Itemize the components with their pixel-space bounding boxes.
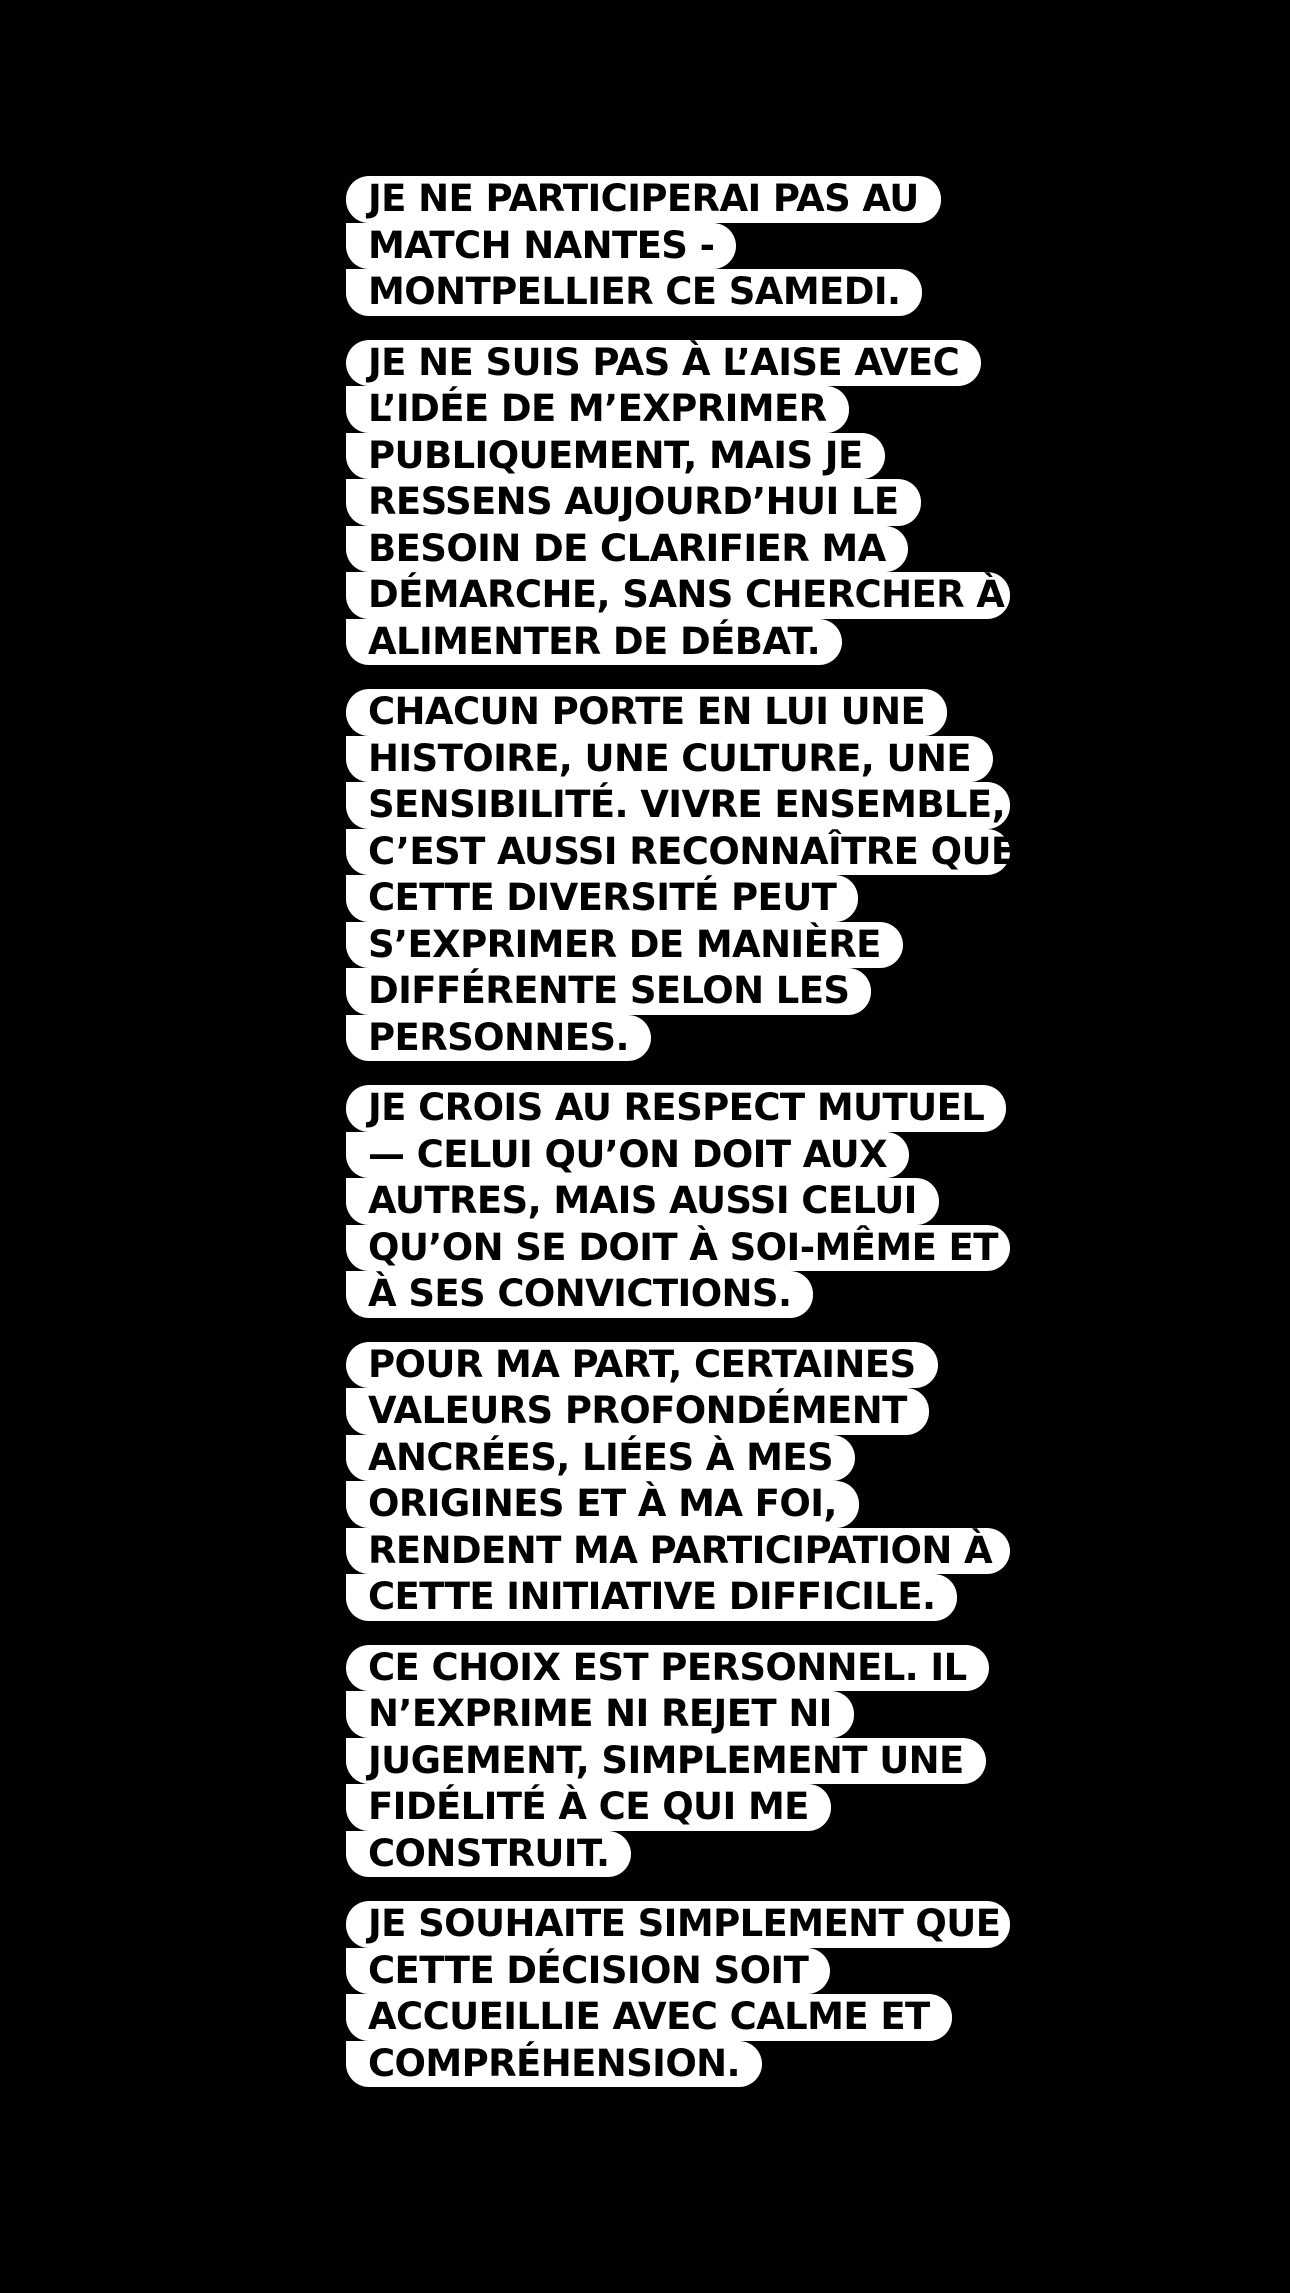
caption-line: — CELUI QU’ON DOIT AUX	[346, 1132, 909, 1179]
caption-line: JE SOUHAITE SIMPLEMENT QUE	[346, 1901, 1010, 1948]
caption-line: PUBLIQUEMENT, MAIS JE	[346, 433, 885, 480]
caption-paragraph-5	[346, 1342, 993, 1621]
caption-line: MATCH NANTES -	[346, 223, 736, 270]
caption-line: JUGEMENT, SIMPLEMENT UNE	[346, 1738, 986, 1785]
caption-line: JE NE PARTICIPERAI PAS AU	[346, 176, 941, 223]
caption-line: COMPRÉHENSION.	[346, 2041, 762, 2088]
caption-line: À SES CONVICTIONS.	[346, 1271, 813, 1318]
caption-line: N’EXPRIME NI REJET NI	[346, 1691, 854, 1738]
caption-line: POUR MA PART, CERTAINES	[346, 1342, 938, 1389]
caption-line: CONSTRUIT.	[346, 1831, 631, 1878]
caption-line: PERSONNES.	[346, 1015, 651, 1062]
caption-line: AUTRES, MAIS AUSSI CELUI	[346, 1178, 939, 1225]
story-caption-stack	[346, 176, 1016, 2087]
caption-line: ANCRÉES, LIÉES À MES	[346, 1435, 855, 1482]
caption-paragraph-7	[346, 1901, 1001, 2087]
caption-line: RESSENS AUJOURD’HUI LE	[346, 479, 921, 526]
caption-line: CETTE INITIATIVE DIFFICILE.	[346, 1574, 957, 1621]
caption-line: CE CHOIX EST PERSONNEL. IL	[346, 1645, 989, 1692]
caption-line: JE CROIS AU RESPECT MUTUEL	[346, 1085, 1006, 1132]
caption-line: ACCUEILLIE AVEC CALME ET	[346, 1994, 952, 2041]
caption-line: DÉMARCHE, SANS CHERCHER À	[346, 572, 1010, 619]
caption-line: CETTE DÉCISION SOIT	[346, 1948, 830, 1995]
caption-paragraph-2	[346, 340, 1005, 666]
caption-line: QU’ON SE DOIT À SOI-MÊME ET	[346, 1225, 1010, 1272]
caption-line: BESOIN DE CLARIFIER MA	[346, 526, 908, 573]
caption-line: DIFFÉRENTE SELON LES	[346, 968, 871, 1015]
caption-paragraph-6	[346, 1645, 966, 1878]
caption-paragraph-3	[346, 689, 1016, 1061]
caption-line: ALIMENTER DE DÉBAT.	[346, 619, 842, 666]
caption-line: JE NE SUIS PAS À L’AISE AVEC	[346, 340, 981, 387]
caption-line: HISTOIRE, UNE CULTURE, UNE	[346, 736, 993, 783]
caption-line: C’EST AUSSI RECONNAÎTRE QUE	[346, 829, 1010, 876]
caption-line: ORIGINES ET À MA FOI,	[346, 1481, 859, 1528]
caption-paragraph-1	[346, 176, 966, 316]
caption-line: S’EXPRIMER DE MANIÈRE	[346, 922, 903, 969]
caption-line: L’IDÉE DE M’EXPRIMER	[346, 386, 849, 433]
caption-line: MONTPELLIER CE SAMEDI.	[346, 269, 922, 316]
caption-line: VALEURS PROFONDÉMENT	[346, 1388, 929, 1435]
caption-paragraph-4	[346, 1085, 998, 1318]
caption-line: CETTE DIVERSITÉ PEUT	[346, 875, 858, 922]
caption-line: SENSIBILITÉ. VIVRE ENSEMBLE,	[346, 782, 1010, 829]
caption-line: FIDÉLITÉ À CE QUI ME	[346, 1784, 831, 1831]
caption-line: RENDENT MA PARTICIPATION À	[346, 1528, 1010, 1575]
caption-line: CHACUN PORTE EN LUI UNE	[346, 689, 947, 736]
